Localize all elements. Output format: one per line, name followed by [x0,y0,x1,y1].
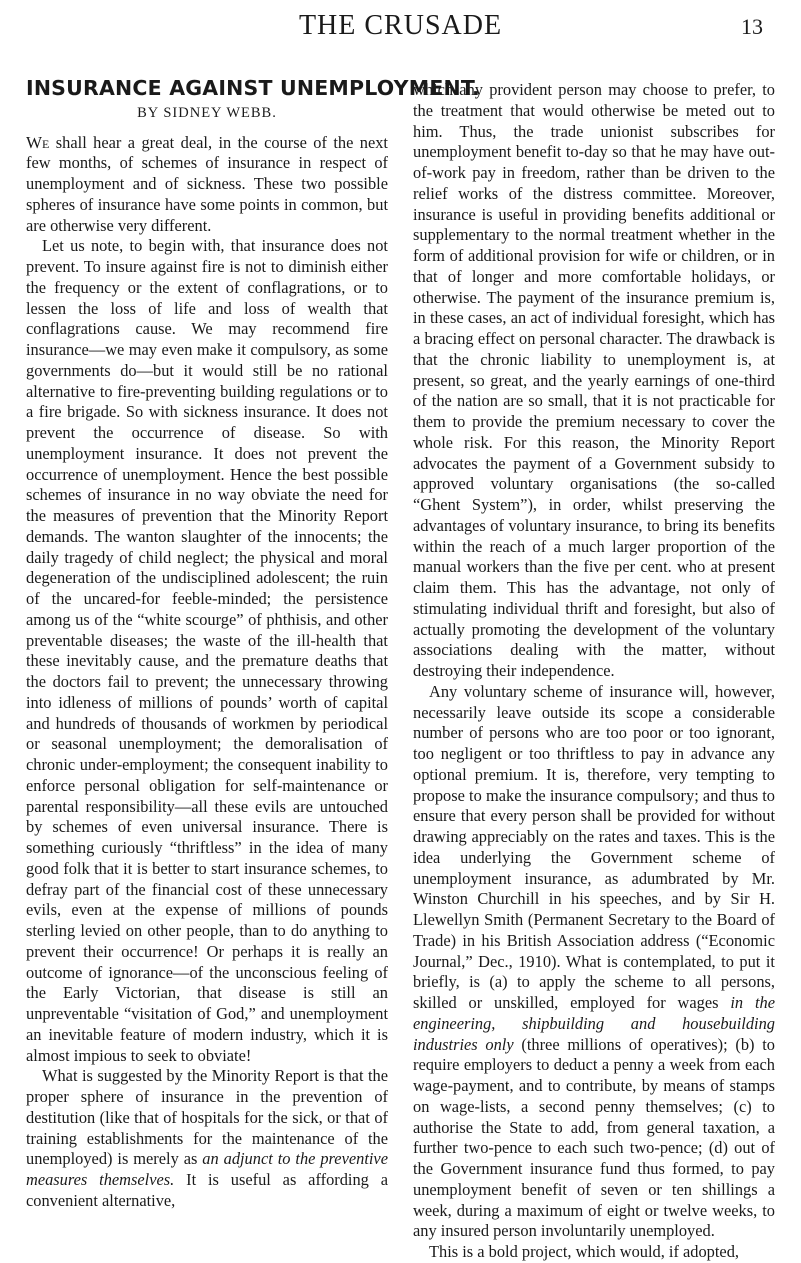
paragraph-4-text-b: (three millions of operatives); (b) to require employers to deduct a penny a week from each wage-payment, and to contribute, by means of stamps on wage-lists, a second penny themselves; (c) to authorise the State to add, from general taxation, a further two-pence to each such two-pence; (d) out of the Government insurance fund thus formed, to pay unemployment benefit of seven or ten shillings a week, during a maximum of eight or twelve weeks, to any insured person involuntarily unemployed. [413,1034,775,1241]
paragraph-3-text-c: which any provident person may choose to prefer, to the treatment that would otherwise be meted out to him. Thus, the trade unionist subscribes for unemployment benefit to-day so that he may have out-of-work pay in freedom, rather than be driven to the relief works of the distress committee. Moreover, insurance is useful in providing benefits additional or supplementary to the normal treatment whether in the form of additional provision for wife or children, or in that of longer and more comfortable holidays, or otherwise. The payment of the insurance premium is, in these cases, an act of individual foresight, which has a bracing effect on personal character. The drawback is that the chronic liability to unemployment is, at present, so great, and the yearly earnings of one-third of the nation are so small, that it is not practicable for them to provide the premium necessary to cover the whole risk. For this reason, the Minority Report advocates the payment of a Government subsidy to approved voluntary organisations (the so-called “Ghent System”), in order, whilst preserving the advantages of voluntary insurance, to bring its benefits within the reach of a much larger proportion of the manual workers than the five per cent. who at present claim them. This has the advantage, not only of stimulating individual thrift and foresight, but also of actually promoting the development of the voluntary associations dealing with the matter, without destroying their independence. [413,80,775,680]
paragraph-3 [26,1066,388,1211]
paragraph-3-text-a: What is suggested by the Minority Report is that the proper sphere of insurance in the prevention of destitution (like that of hospitals for the sick, or that of training establishments for the maintenance of the unemployed) is merely as [26,1066,388,1169]
paragraph-3-emphasis: an adjunct to the preventive measures themselves. [26,1149,388,1189]
running-head [0,6,801,46]
paragraph-4 [413,682,775,1242]
paragraph-4-emphasis: in the engineering, shipbuilding and housebuilding industries only [413,993,775,1054]
article-title: INSURANCE AGAINST UNEMPLOYMENT. [26,76,480,100]
paragraph-3-text-b: It is useful as affording a convenient alternative, [26,1170,388,1210]
paragraph-2: Let us note, to begin with, that insurance does not prevent. To insure against fire is not to diminish either the frequency or the extent of conflagrations, or to lessen the loss of life and loss of wealth that conflagrations cause. We may recommend fire insurance—we may even make it compulsory, as some governments do—but it would still be no rational alternative to fire-preventing building regulations or to a fire brigade. So with sickness insurance. It does not prevent the occurrence of disease. So with unemployment insurance. It does not prevent the occurrence of unemployment. Hence the best possible schemes of insurance in no way obviate the need for the measures of prevention that the Minority Report demands. The wanton slaughter of the innocents; the daily tragedy of child neglect; the physical and moral degeneration of the undisciplined adolescent; the ruin of the uncared-for feeble-minded; the persistence among us of the “white scourge” of phthisis, and other preventable diseases; the waste of the ill-health that these inevitably cause, and the premature deaths that the doctors fail to prevent; the unnecessary throwing into idleness of millions of pounds’ worth of capital and hundreds of thousands of workmen by periodical or seasonal unemployment; the demoralisation of chronic under-employment; the consequent inability to enforce personal obligation for self-maintenance or parental responsibility—all these evils are untouched by schemes of even universal insurance. There is something curiously “thriftless” in the idea of many good folk that it is better to start insurance schemes, to defray part of the financial cost of these unnecessary evils, even at the expense of millions of pounds sterling levied on other people, than to do anything to prevent their occurrence! Or perhaps it is really an outcome of ignorance—of the unconscious feeling of the Early Victorian, that disease is still an unpreventable “visitation of God,” and unemployment an inevitable feature of modern industry, which it is almost impious to seek to obviate! [26,236,388,1065]
left-column [26,76,480,1212]
paragraph-5: This is a bold project, which would, if adopted, [429,1242,739,1261]
paragraph-1-text: shall hear a great deal, in the course of the next few months, of schemes of insurance in respect of unemployment and of sickness. These two possible spheres of insurance have some points in common, but are otherwise very different. [26,132,388,235]
lead-word: We [26,132,50,152]
paragraph-3-continued [413,80,775,682]
paragraph-1 [26,133,388,237]
right-column [413,80,775,1263]
page-number: 13 [741,14,763,39]
paragraph-4-text-a: Any voluntary scheme of insurance will, however, necessarily leave outside its scope a considerable number of persons who are too poor or too ignorant, too negligent or too thriftless to pay in advance any optional premium. It is, therefore, very tempting to propose to make the insurance compulsory; and thus to ensure that every person shall be provided for without drawing appreciably on the rates and taxes. This is the idea underlying the Government scheme of unemployment insurance, as adumbrated by Mr. Winston Churchill in his speeches, and by Sir H. Llewellyn Smith (Permanent Secretary to the Board of Trade) in his British Association address (“Economic Journal,” Dec., 1910). What is contemplated, to put it briefly, is (a) to apply the scheme to all persons, skilled or unskilled, employed for wages [413,681,775,1012]
byline: BY SIDNEY WEBB. [137,104,277,121]
running-title: THE CRUSADE [298,10,503,41]
